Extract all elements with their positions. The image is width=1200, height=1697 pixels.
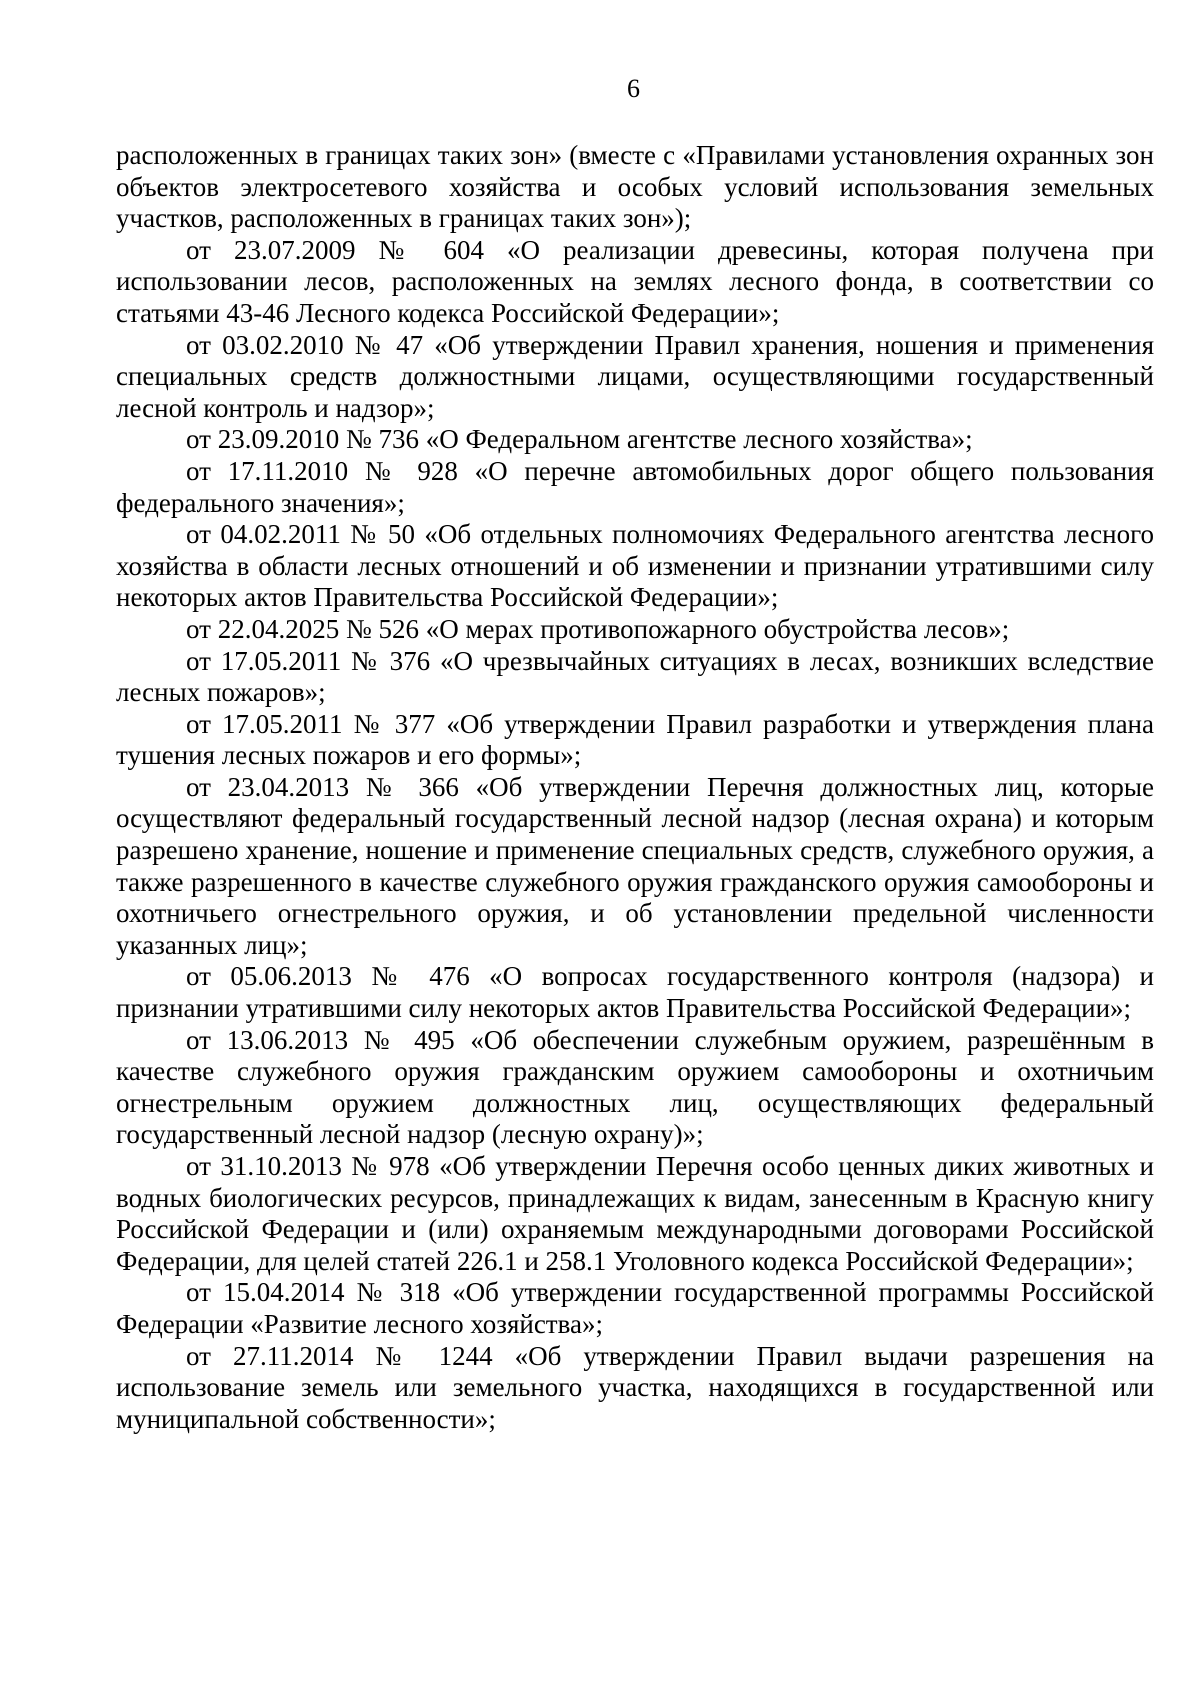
paragraph-item: от 17.11.2010 № 928 «О перечне автомобильных дорог общего пользования федерального значения»; [116, 455, 1154, 518]
document-body [116, 140, 1154, 1435]
paragraph-item: от 23.09.2010 № 736 «О Федеральном агентстве лесного хозяйства»; [186, 424, 973, 455]
paragraph-item: от 31.10.2013 № 978 «Об утверждении Перечня особо ценных диких животных и водных биологических ресурсов, принадлежащих к видам, занесенным в Красную книгу Российской Федерации и (или) охраняемым международными договорами Российской Федерации, для целей статей 226.1 и 258.1 Уголовного кодекса Российской Федерации»; [116, 1151, 1154, 1276]
paragraph-continuation: расположенных в границах таких зон» (вместе с «Правилами установления охранных зон объектов электросетевого хозяйства и особых условий использования земельных участков, расположенных в границах таких зон»); [116, 140, 1154, 234]
paragraph-item: от 03.02.2010 № 47 «Об утверждении Правил хранения, ношения и применения специальных средств должностными лицами, осуществляющими государственный лесной контроль и надзор»; [116, 329, 1154, 423]
paragraph-item: от 13.06.2013 № 495 «Об обеспечении служебным оружием, разрешённым в качестве служебного оружия гражданским оружием самообороны и охотничьим огнестрельным оружием должностных лиц, осуществляющих федеральный государственный лесной надзор (лесную охрану)»; [116, 1024, 1154, 1150]
paragraph-item: от 27.11.2014 № 1244 «Об утверждении Правил выдачи разрешения на использование земель или земельного участка, находящихся в государственной или муниципальной собственности»; [116, 1340, 1154, 1434]
paragraph-item: от 17.05.2011 № 376 «О чрезвычайных ситуациях в лесах, возникших вследствие лесных пожаров»; [116, 645, 1154, 708]
page-number: 6 [627, 74, 640, 103]
paragraph-item: от 23.04.2013 № 366 «Об утверждении Перечня должностных лиц, которые осуществляют федеральный государственный лесной надзор (лесная охрана) и которым разрешено хранение, ношение и применение специальных средств, служебного оружия, а также разрешенного в качестве служебного оружия гражданского оружия самообороны и охотничьего огнестрельного оружия, и об установлении предельной численности указанных лиц»; [116, 771, 1154, 960]
paragraph-item: от 15.04.2014 № 318 «Об утверждении государственной программы Российской Федерации «Развитие лесного хозяйства»; [116, 1277, 1154, 1339]
paragraph-item: от 05.06.2013 № 476 «О вопросах государственного контроля (надзора) и признании утратившими силу некоторых актов Правительства Российской Федерации»; [116, 961, 1154, 1024]
paragraph-item: от 23.07.2009 № 604 «О реализации древесины, которая получена при использовании лесов, расположенных на землях лесного фонда, в соответствии со статьями 43-46 Лесного кодекса Российской Федерации»; [116, 234, 1154, 328]
paragraph-item: от 17.05.2011 № 377 «Об утверждении Правил разработки и утверждения плана тушения лесных пожаров и его формы»; [116, 708, 1154, 771]
paragraph-item: от 22.04.2025 № 526 «О мерах противопожарного обустройства лесов»; [186, 613, 1010, 644]
paragraph-item: от 04.02.2011 № 50 «Об отдельных полномочиях Федерального агентства лесного хозяйства в области лесных отношений и об изменении и признании утратившими силу некоторых актов Правительства Российской Федерации»; [116, 519, 1154, 613]
